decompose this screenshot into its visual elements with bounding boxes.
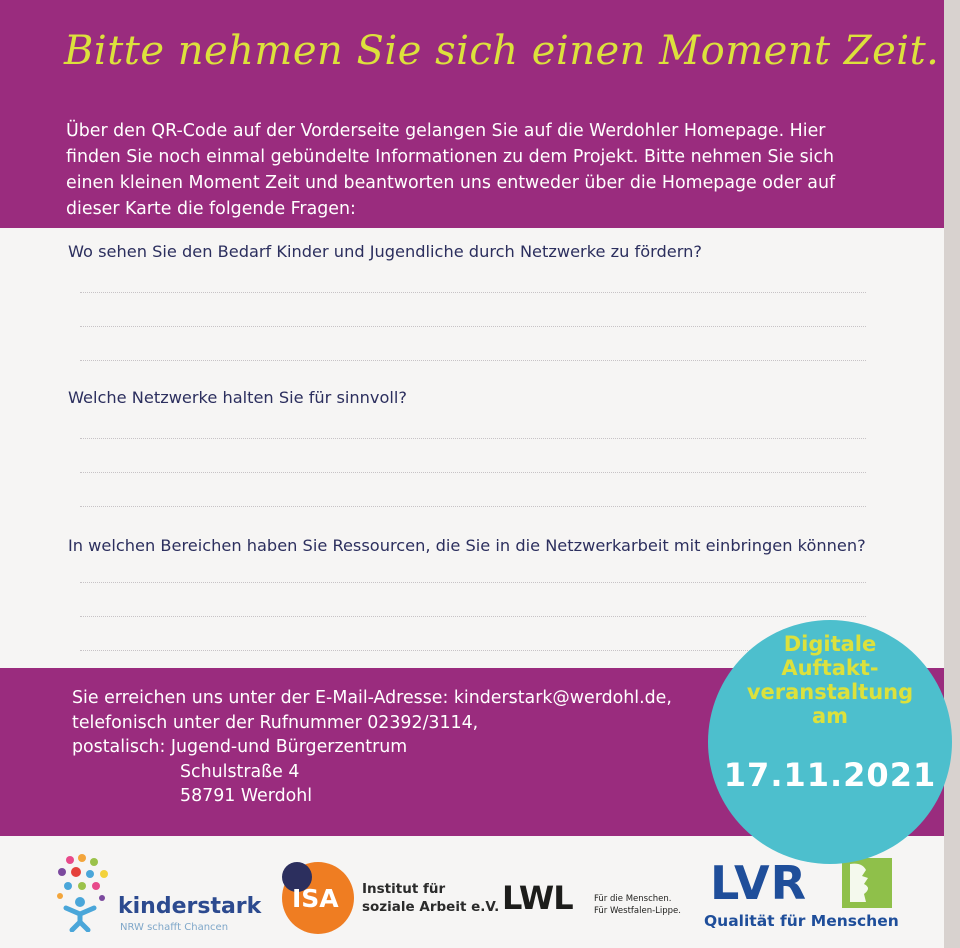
badge-date: 17.11.2021 <box>723 756 937 794</box>
answer-line[interactable] <box>80 292 866 293</box>
answer-line[interactable] <box>80 326 866 327</box>
contact-city: 58791 Werdohl <box>180 786 313 806</box>
kinderstark-logo-name: kinderstark <box>118 894 262 919</box>
answer-line[interactable] <box>80 582 866 583</box>
intro-line: einen kleinen Moment Zeit und beantworten uns entweder über die Homepage oder auf <box>66 173 836 193</box>
contact-email-line: Sie erreichen uns unter der E-Mail-Adresse: kinderstark@werdohl.de, <box>72 688 672 708</box>
badge-line: am <box>811 704 849 728</box>
headline: Bitte nehmen Sie sich einen Moment Zeit. <box>64 28 940 74</box>
contact-phone-line: telefonisch unter der Rufnummer 02392/3114, <box>72 712 479 733</box>
isa-logo-text <box>362 880 499 916</box>
contact-address-line: postalisch: Jugend-und Bürgerzentrum <box>72 737 408 757</box>
intro-line: Über den QR-Code auf der Vorderseite gelangen Sie auf die Werdohler Homepage. Hier <box>66 121 826 141</box>
isa-logo-line: soziale Arbeit e.V. <box>362 899 500 915</box>
lwl-logo-mark: LWL <box>502 879 573 917</box>
isa-logo-mark: ISA <box>292 884 339 913</box>
badge-line: Auftakt- <box>781 656 879 680</box>
kinderstark-logo-tagline: NRW schafft Chancen <box>120 922 229 933</box>
lvr-logo-tagline: Qualität für Menschen <box>704 912 899 930</box>
answer-line[interactable] <box>80 360 866 361</box>
badge-line: Digitale <box>783 632 877 656</box>
intro-text <box>66 118 926 222</box>
question-3: In welchen Bereichen haben Sie Ressourcen, die Sie in die Netzwerkarbeit mit einbringen können? <box>68 536 866 555</box>
question-2: Welche Netzwerke halten Sie für sinnvoll? <box>68 388 407 407</box>
lwl-logo-line: Für Westfalen-Lippe. <box>594 906 681 916</box>
intro-line: dieser Karte die folgende Fragen: <box>66 199 356 219</box>
question-area <box>0 228 944 668</box>
lvr-logo-mark: LVR <box>710 856 807 910</box>
page-edge <box>944 0 960 948</box>
contact-info <box>72 686 672 809</box>
event-badge <box>708 620 952 864</box>
isa-logo-line: Institut für <box>362 881 446 897</box>
contact-street: Schulstraße 4 <box>180 761 300 782</box>
answer-line[interactable] <box>80 472 866 473</box>
answer-line[interactable] <box>80 438 866 439</box>
lvr-face-icon <box>842 858 892 908</box>
answer-line[interactable] <box>80 506 866 507</box>
question-1: Wo sehen Sie den Bedarf Kinder und Jugendliche durch Netzwerke zu fördern? <box>68 242 702 261</box>
lwl-logo-text <box>594 893 681 917</box>
badge-line: veranstaltung <box>746 680 914 704</box>
lwl-logo-line: Für die Menschen. <box>594 894 672 904</box>
intro-line: finden Sie noch einmal gebündelte Informationen zu dem Projekt. Bitte nehmen Sie sich <box>66 147 835 167</box>
kinderstark-logo-icon <box>52 852 116 932</box>
answer-line[interactable] <box>80 616 866 617</box>
